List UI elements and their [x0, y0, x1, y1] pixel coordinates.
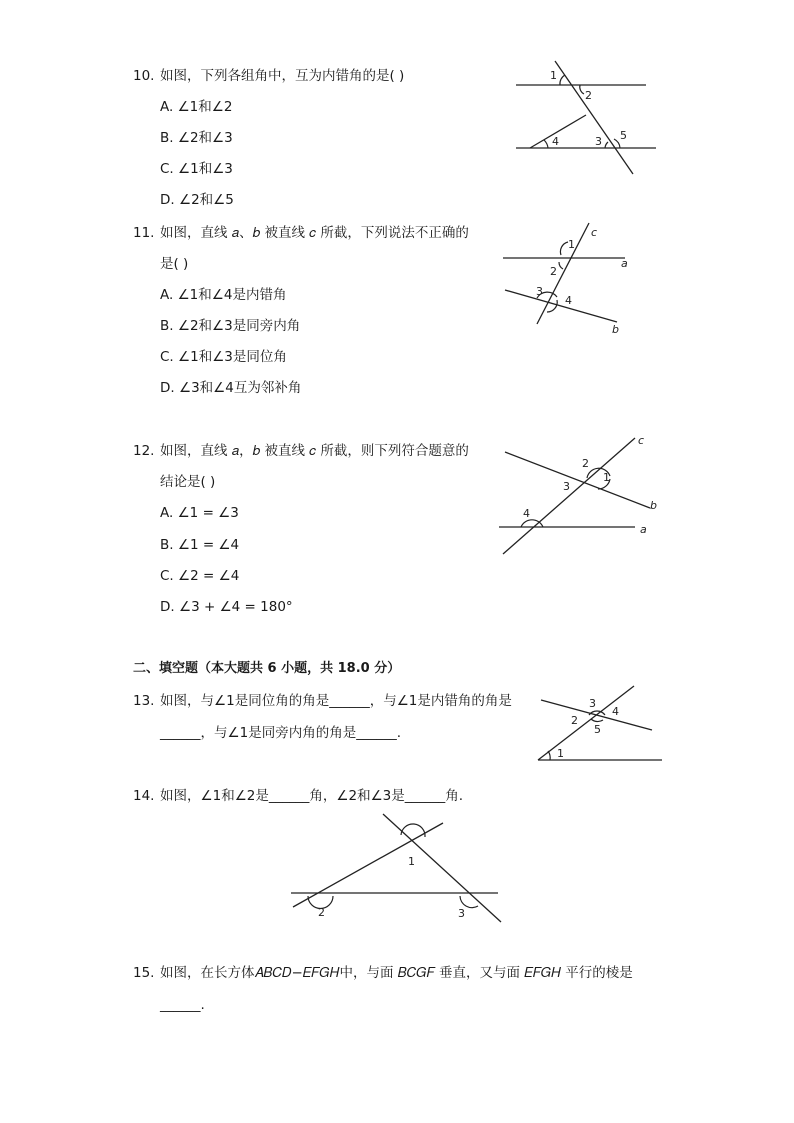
line-label-b: b	[612, 323, 619, 336]
line-label-b: b	[650, 499, 657, 512]
angle-label: 1	[550, 69, 557, 82]
question-number: 13.	[133, 693, 155, 709]
angle-label: 2	[582, 457, 589, 470]
figure-q10	[510, 55, 660, 180]
question-stem: 如图，直线 𝑎，𝑏 被直线 𝑐 所截，则下列符合题意的	[160, 443, 469, 459]
angle-label: 1	[557, 747, 564, 760]
question-number: 11.	[133, 225, 155, 241]
option-d: D. ∠3和∠4互为邻补角	[160, 380, 302, 396]
angle-label: 4	[552, 135, 559, 148]
angle-label: 5	[594, 723, 601, 736]
angle-label: 1	[603, 471, 610, 484]
angle-label: 2	[550, 265, 557, 278]
angle-label: 3	[595, 135, 602, 148]
angle-label: 3	[536, 285, 543, 298]
figure-q11	[495, 218, 635, 343]
question-stem: 如图，直线 𝑎、𝑏 被直线 𝑐 所截，下列说法不正确的	[160, 225, 469, 241]
option-a: A. ∠1 = ∠3	[160, 505, 239, 521]
angle-label: 2	[585, 89, 592, 102]
question-number: 10.	[133, 68, 155, 84]
line-label-c: c	[591, 226, 598, 239]
question-stem: 如图，∠1和∠2是______角，∠2和∠3是______角.	[160, 788, 464, 804]
question-stem-continued: 是( )	[160, 256, 189, 272]
question-stem-continued: ______，与∠1是同旁内角的角是______.	[160, 725, 401, 741]
angle-label: 3	[589, 697, 596, 710]
option-a: A. ∠1和∠4是内错角	[160, 287, 287, 303]
question-stem-continued: ______.	[160, 997, 205, 1013]
question-number: 15.	[133, 965, 155, 981]
figure-q12	[495, 430, 660, 560]
question-stem: 如图，下列各组角中，互为内错角的是( )	[160, 68, 405, 84]
question-stem-continued: 结论是( )	[160, 474, 216, 490]
line-label-a: a	[640, 523, 647, 536]
option-c: C. ∠1和∠3	[160, 161, 233, 177]
figure-q14	[288, 810, 503, 925]
option-b: B. ∠2和∠3是同旁内角	[160, 318, 301, 334]
figure-q13	[535, 683, 665, 765]
option-d: D. ∠2和∠5	[160, 192, 234, 208]
angle-label: 1	[408, 855, 415, 868]
question-number: 12.	[133, 443, 155, 459]
question-stem: 如图，与∠1是同位角的角是______，与∠1是内错角的角是	[160, 693, 512, 709]
angle-label: 4	[523, 507, 530, 520]
angle-label: 4	[565, 294, 572, 307]
section-title: 二、填空题（本大题共 6 小题，共 18.0 分）	[133, 661, 401, 676]
option-c: C. ∠1和∠3是同位角	[160, 349, 287, 365]
option-a: A. ∠1和∠2	[160, 99, 233, 115]
angle-label: 4	[612, 705, 619, 718]
option-d: D. ∠3 + ∠4 = 180°	[160, 599, 293, 615]
angle-label: 5	[620, 129, 627, 142]
angle-label: 1	[568, 238, 575, 251]
line-label-a: a	[621, 257, 628, 270]
option-c: C. ∠2 = ∠4	[160, 568, 240, 584]
angle-label: 2	[571, 714, 578, 727]
angle-label: 2	[318, 906, 325, 919]
option-b: B. ∠1 = ∠4	[160, 537, 240, 553]
question-stem: 如图，在长方体𝐴𝐵𝐶𝐷−𝐸𝐹𝐺𝐻中，与面 𝐵𝐶𝐺𝐹 垂直，又与面 𝐸𝐹𝐺𝐻 平行的棱是	[160, 965, 633, 981]
angle-label: 3	[563, 480, 570, 493]
line-label-c: c	[638, 434, 645, 447]
question-number: 14.	[133, 788, 155, 804]
angle-label: 3	[458, 907, 465, 920]
option-b: B. ∠2和∠3	[160, 130, 233, 146]
